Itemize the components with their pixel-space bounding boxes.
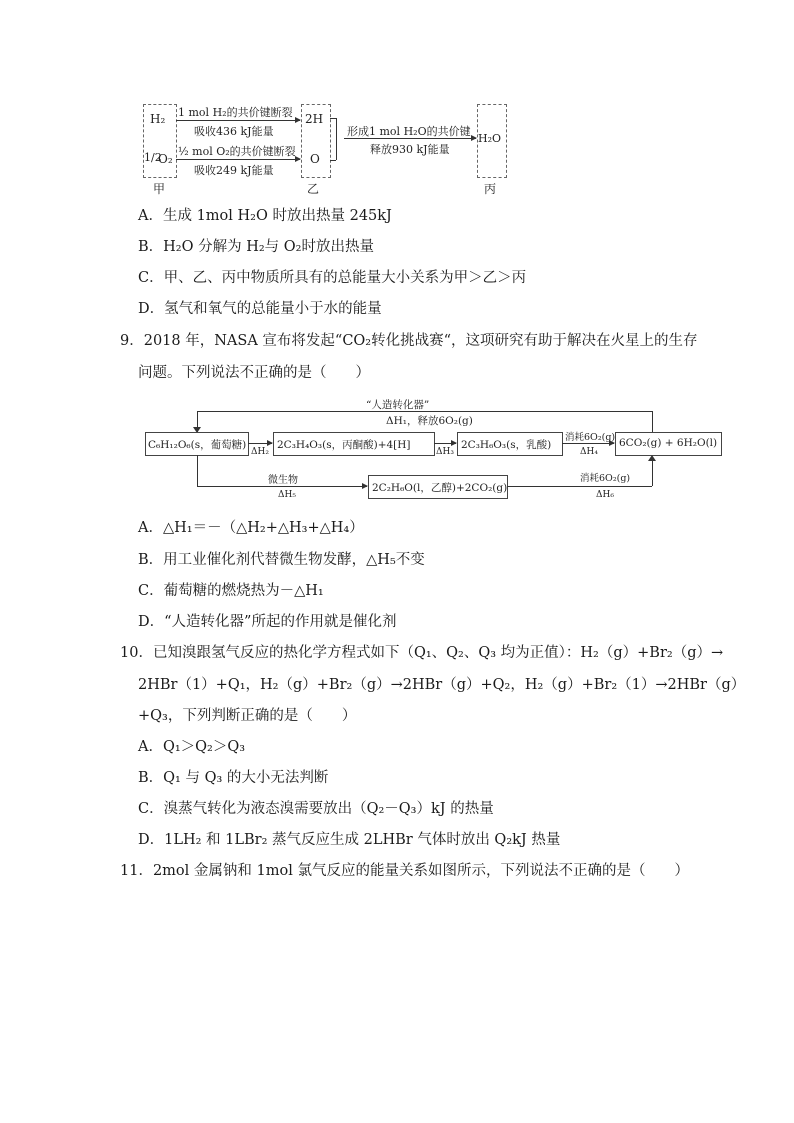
label-jia: 甲 [153,182,166,196]
dh5-label: ΔH₅ [278,490,296,500]
q10-stem-line2: 2HBr（1）+Q₁，H₂（g）+Br₂（g）→2HBr（g）+Q₂，H₂（g）+Br₂（1）→2HBr（g） [138,677,746,693]
consume1-label: 消耗6O₂(g) [565,432,616,443]
loop-top-line [197,411,652,412]
micro-label: 微生物 [268,475,298,486]
jia-h2: H₂ [150,112,166,126]
consume2-label: 消耗6O₂(g) [580,473,631,484]
dh4-label: ΔH₄ [580,447,598,457]
q10-option-a: A．Q₁＞Q₂＞Q₃ [138,739,246,755]
q10-option-d: D．1LH₂ 和 1LBr₂ 蒸气反应生成 2LHBr 气体时放出 Q₂kJ 热量 [138,832,561,848]
label-yi: 乙 [307,182,320,196]
q9-option-a: A．△H₁＝－（△H₂+△H₃+△H₄） [138,520,364,536]
arrow1-bottom-label: 吸收436 kJ能量 [194,125,274,138]
dh6-label: ΔH₆ [596,490,614,500]
arrow1-top-label: 1 mol H₂的共价键断裂 [178,106,293,119]
dh6-up-line [652,461,653,486]
bracket-bottom [330,160,336,161]
label-bing: 丙 [484,182,497,196]
box-glucose-label: C₆H₁₂O₆(s，葡萄糖) [148,439,247,451]
q9-stem-line1: 9．2018 年，NASA 宣布将发起“CO₂转化挑战赛“，这项研究有助于解决在火星上的生存 [120,333,698,349]
box-ethanol-label: 2C₂H₆O(l，乙醇)+2CO₂(g) [372,482,508,494]
dh6-arrowhead [648,455,656,461]
dh2-label: ΔH₂ [251,447,269,457]
branch-down-line [197,455,198,486]
q8-option-b: B．H₂O 分解为 H₂与 O₂时放出热量 [138,239,374,255]
q10-option-b: B．Q₁ 与 Q₃ 的大小无法判断 [138,770,329,786]
q10-stem-line3: +Q₃，下列判断正确的是（ ） [138,708,357,724]
q10-option-c: C．溴蒸气转化为液态溴需要放出（Q₂－Q₃）kJ 的热量 [138,801,494,817]
yi-o: O [310,152,320,166]
q11-stem-line1: 11．2mol 金属钠和 1mol 氯气反应的能量关系如图所示，下列说法不正确的是（ ） [120,863,689,879]
box-lactic-label: 2C₃H₆O₃(s，乳酸) [461,439,552,451]
arrow-dh4 [562,443,614,444]
bing-h2o: H₂O [478,132,502,145]
arrow2-top-label: ½ mol O₂的共价键断裂 [178,145,296,158]
arrow2 [176,159,300,160]
dh3-label: ΔH₃ [436,447,454,457]
bracket-top [330,118,336,119]
q9-stem-line2: 问题。下列说法不正确的是（ ） [138,365,370,381]
q8-option-a: A．生成 1mol H₂O 时放出热量 245kJ [138,208,392,224]
q8-option-c: C．甲、乙、丙中物质所具有的总能量大小关系为甲＞乙＞丙 [138,270,527,286]
arrow-dh5 [197,486,367,487]
dh6-line [507,486,652,487]
loop-right-line [652,411,653,432]
top-sub: ΔH₁，释放6O₂(g) [386,415,473,427]
q9-option-d: D．“人造转化器”所起的作用就是催化剂 [138,614,397,630]
arrow1 [176,120,300,121]
q8-option-d: D．氢气和氧气的总能量小于水的能量 [138,301,382,317]
jia-o2: O₂ [158,152,173,166]
q9-option-c: C．葡萄糖的燃烧热为－△H₁ [138,583,324,599]
bracket-vertical [336,118,337,160]
jia-frac: 1/2 [144,151,162,164]
box-pyruvate-label: 2C₃H₄O₃(s，丙酮酸)+4[H] [277,439,411,451]
top-title: “人造转化器” [366,399,430,411]
arrow-dh2 [248,443,272,444]
arrow3-bottom-label: 释放930 kJ能量 [370,143,450,156]
q9-option-b: B．用工业催化剂代替微生物发酵，△H₅不变 [138,552,425,568]
yi-2h: 2H [305,112,324,126]
arrow-dh3 [434,443,456,444]
q10-stem-line1: 10．已知溴跟氢气反应的热化学方程式如下（Q₁、Q₂、Q₃ 均为正值）：H₂（g）+Br₂（g）→ [120,645,724,661]
box-products-label: 6CO₂(g) + 6H₂O(l) [619,437,718,449]
arrow2-bottom-label: 吸收249 kJ能量 [194,164,274,177]
arrow3-top-label: 形成1 mol H₂O的共价键 [347,125,471,138]
